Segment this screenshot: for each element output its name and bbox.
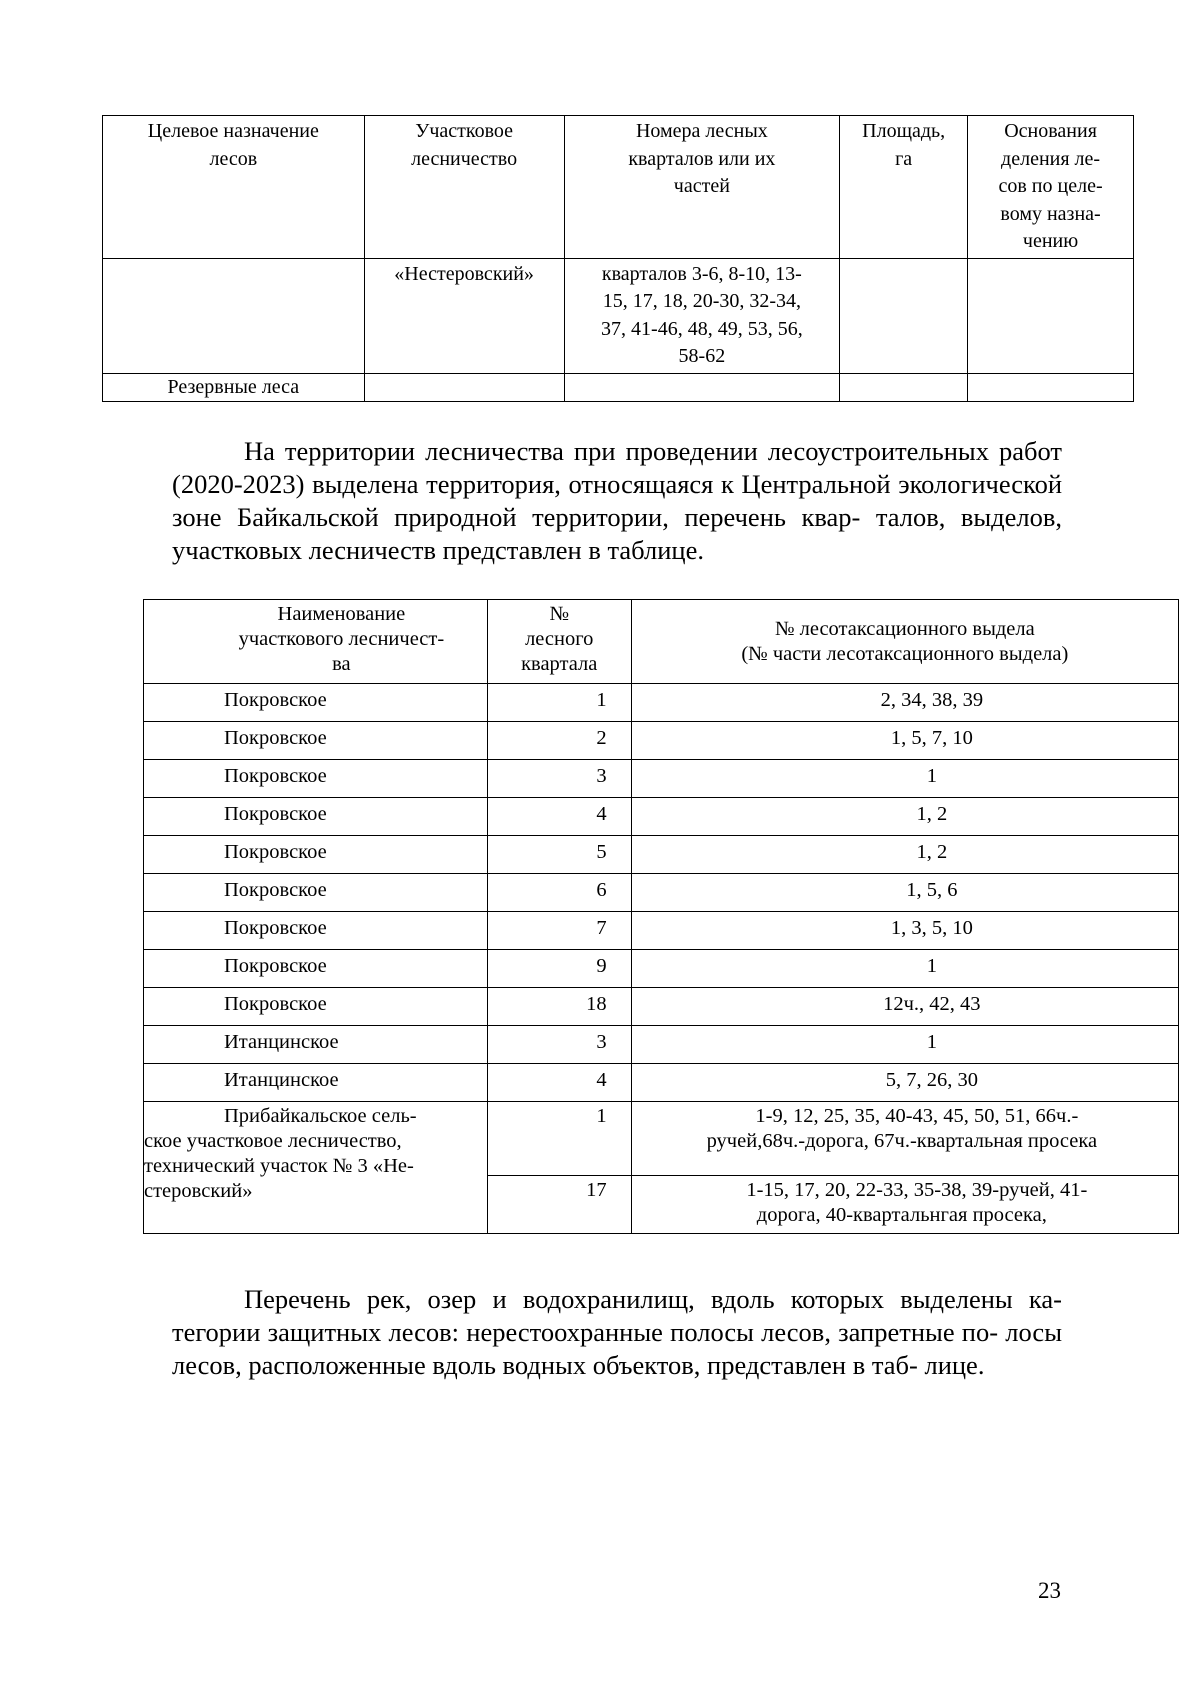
table2-cell-quarter: 5 bbox=[487, 836, 631, 874]
table1-cell-area bbox=[840, 258, 968, 373]
table1-cell-basis bbox=[968, 258, 1134, 373]
paragraph-ecological-zone: На территории лесничества при проведении лесоустроительных работ (2020-2023) выделена территория, относящаяся к Центральной экологической зоне Байкальской природной территории, перечень квар- талов, выделов, участковых лесничеств представлен в таблице. bbox=[172, 436, 1063, 565]
table2-header-quarter: № лесного квартала bbox=[487, 600, 631, 684]
table1-header-quarters: Номера лесных кварталов или их частей bbox=[564, 116, 840, 259]
table-row bbox=[144, 760, 1179, 798]
table1-cell-purpose bbox=[103, 258, 365, 373]
table2-cell-vydel: 1-15, 17, 20, 22-33, 35-38, 39-ручей, 41- дорога, 40-квартальнгая просека, bbox=[631, 1176, 1178, 1234]
table2-cell-quarter: 4 bbox=[487, 798, 631, 836]
table2-cell-forestry: Покровское bbox=[144, 988, 488, 1026]
table1-cell-basis bbox=[968, 373, 1134, 402]
table2-cell-vydel: 1 bbox=[631, 950, 1178, 988]
table1-header-row bbox=[103, 116, 1134, 259]
table2-cell-quarter: 3 bbox=[487, 760, 631, 798]
page-number: 23 bbox=[1038, 1578, 1061, 1603]
table-row bbox=[144, 1026, 1179, 1064]
paragraph-water-objects: Перечень рек, озер и водохранилищ, вдоль которых выделены ка- тегории защитных лесов: нерестоохранные полосы лесов, запретные по- лосы лесов, расположенные вдоль водных объектов, представлен в таб- лице. bbox=[172, 1284, 1062, 1380]
table2-cell-quarter: 2 bbox=[487, 722, 631, 760]
table2-cell-quarter: 18 bbox=[487, 988, 631, 1026]
table2-cell-forestry: Итанцинское bbox=[144, 1064, 488, 1102]
table-row bbox=[144, 836, 1179, 874]
forest-purpose-table bbox=[102, 115, 1134, 402]
table2-cell-quarter: 1 bbox=[487, 684, 631, 722]
table2-cell-quarter: 9 bbox=[487, 950, 631, 988]
table2-cell-quarter: 6 bbox=[487, 874, 631, 912]
table1-header-forestry: Участковое лесничество bbox=[364, 116, 564, 259]
table2-cell-vydel: 12ч., 42, 43 bbox=[631, 988, 1178, 1026]
table2-cell-quarter: 4 bbox=[487, 1064, 631, 1102]
table-row bbox=[144, 1102, 1179, 1176]
table-row bbox=[144, 874, 1179, 912]
table2-cell-vydel: 1, 2 bbox=[631, 836, 1178, 874]
table2-cell-forestry: Покровское bbox=[144, 722, 488, 760]
table2-cell-vydel: 1, 5, 7, 10 bbox=[631, 722, 1178, 760]
table2-cell-vydel: 5, 7, 26, 30 bbox=[631, 1064, 1178, 1102]
table-row bbox=[144, 912, 1179, 950]
table1-header-area: Площадь, га bbox=[840, 116, 968, 259]
table2-cell-quarter: 1 bbox=[487, 1102, 631, 1176]
table1-cell-quarters bbox=[564, 373, 840, 402]
table2-cell-vydel: 1 bbox=[631, 1026, 1178, 1064]
table2-cell-quarter: 17 bbox=[487, 1176, 631, 1234]
table2-cell-forestry: Покровское bbox=[144, 874, 488, 912]
table2-cell-forestry: Покровское bbox=[144, 836, 488, 874]
table-row bbox=[144, 722, 1179, 760]
table2-header-vydel: № лесотаксационного выдела (№ части лесотаксационного выдела) bbox=[631, 600, 1178, 684]
table2-header-row bbox=[144, 600, 1179, 684]
table-row bbox=[103, 258, 1134, 373]
table1-cell-quarters: кварталов 3-6, 8-10, 13- 15, 17, 18, 20-30, 32-34, 37, 41-46, 48, 49, 53, 56, 58-62 bbox=[564, 258, 840, 373]
table-row bbox=[144, 798, 1179, 836]
table2-cell-forestry: Покровское bbox=[144, 950, 488, 988]
table2-cell-forestry: Покровское bbox=[144, 912, 488, 950]
table-row bbox=[144, 988, 1179, 1026]
table1-header-purpose: Целевое назначение лесов bbox=[103, 116, 365, 259]
table-row bbox=[144, 684, 1179, 722]
table2-cell-forestry: Покровское bbox=[144, 684, 488, 722]
table-row bbox=[144, 950, 1179, 988]
table1-cell-forestry bbox=[364, 373, 564, 402]
table2-cell-quarter: 7 bbox=[487, 912, 631, 950]
table1-cell-area bbox=[840, 373, 968, 402]
table1-cell-forestry: «Нестеровский» bbox=[364, 258, 564, 373]
table2-cell-quarter: 3 bbox=[487, 1026, 631, 1064]
table-row bbox=[103, 373, 1134, 402]
table-row bbox=[144, 1064, 1179, 1102]
table2-cell-vydel: 1, 3, 5, 10 bbox=[631, 912, 1178, 950]
table2-cell-forestry: Итанцинское bbox=[144, 1026, 488, 1064]
table2-cell-forestry: Покровское bbox=[144, 760, 488, 798]
table1-cell-purpose: Резервные леса bbox=[103, 373, 365, 402]
table2-cell-forestry-merged: Прибайкальское сель- ское участковое лесничество, технический участок № 3 «Не- стеровский» bbox=[144, 1102, 488, 1234]
ecological-zone-table bbox=[143, 599, 1179, 1234]
table2-cell-vydel: 1, 5, 6 bbox=[631, 874, 1178, 912]
table2-cell-vydel: 1, 2 bbox=[631, 798, 1178, 836]
table2-cell-vydel: 2, 34, 38, 39 bbox=[631, 684, 1178, 722]
table2-cell-forestry: Покровское bbox=[144, 798, 488, 836]
table2-cell-vydel: 1 bbox=[631, 760, 1178, 798]
table2-header-forestry: Наименование участкового лесничест- ва bbox=[144, 600, 488, 684]
table2-cell-vydel: 1-9, 12, 25, 35, 40-43, 45, 50, 51, 66ч.- ручей,68ч.-дорога, 67ч.-квартальная просека bbox=[631, 1102, 1178, 1176]
table1-header-basis: Основания деления ле- сов по целе- вому назна- чению bbox=[968, 116, 1134, 259]
